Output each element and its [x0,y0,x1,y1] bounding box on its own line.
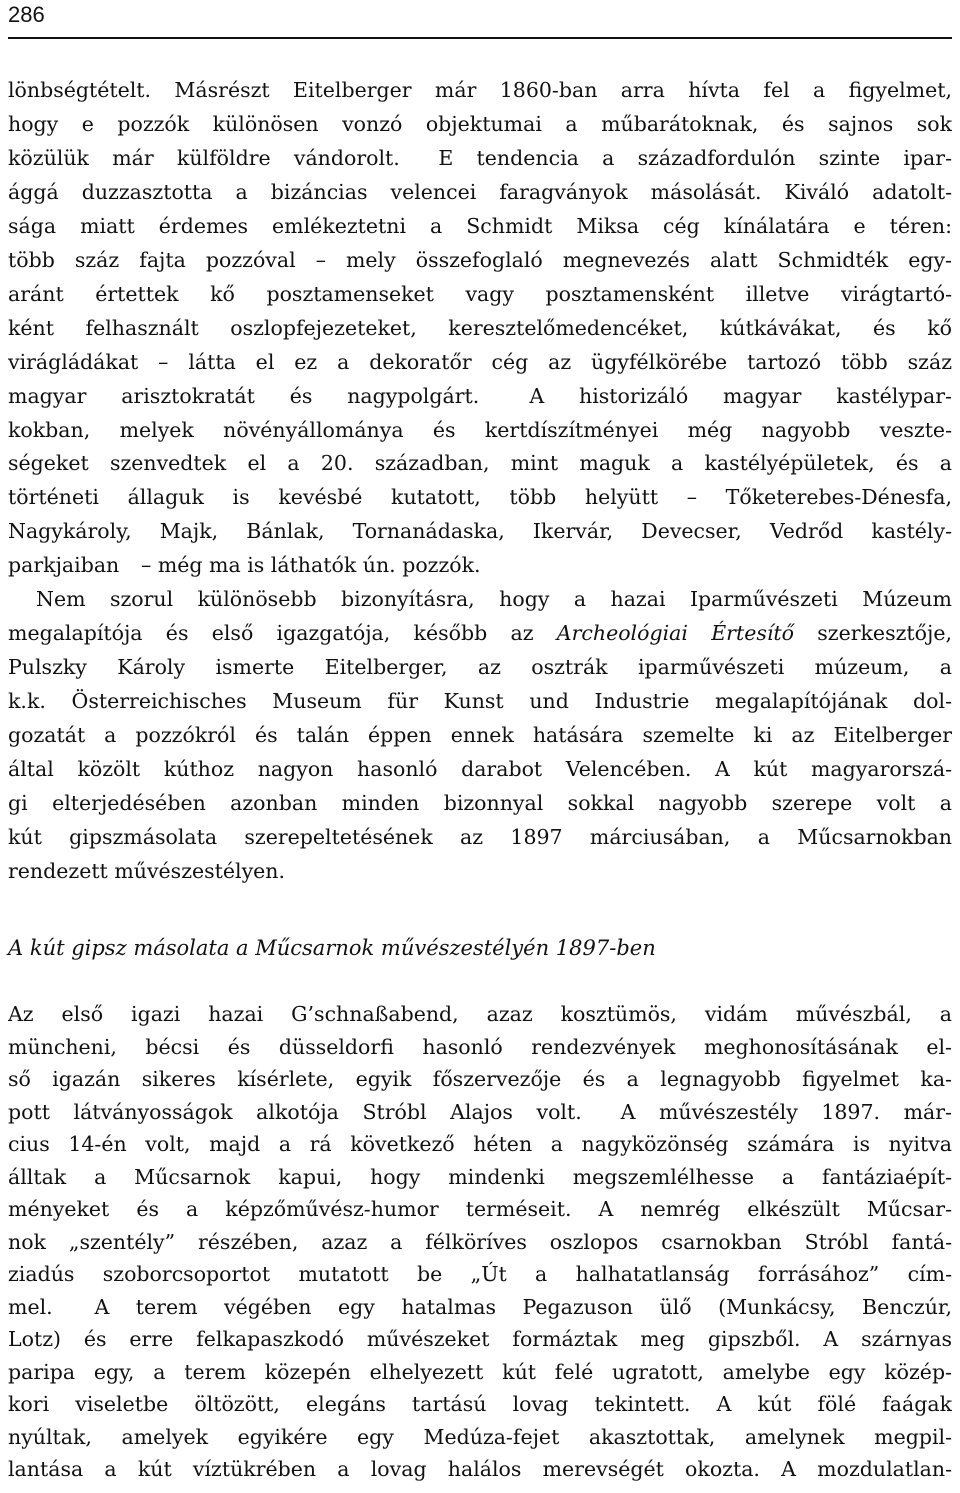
text-line [8,685,952,718]
journal-title: Archeológiai Értesítő [556,621,794,645]
text-line [8,617,952,650]
text-line-content: Pulszky Károly ismerte Eitelberger, az osztrák iparművészeti múzeum, a [8,655,952,679]
text-line-content: magyar arisztokratát és nagypolgárt. [8,384,480,408]
text-line [8,1031,952,1064]
text-line-content: Lotz) és erre felkapaszkodó művészeket formáztak meg gipszből. A szárnyas [8,1327,952,1351]
text-line-content: ziadús szoborcsoportot mutatott be „Út a halhatatlanság forrásához” cím- [8,1262,952,1286]
text-line-content: álltak a Műcsarnok kapui, hogy mindenki megszemlélhesse a fantáziaépít- [8,1165,952,1189]
text-line [8,447,952,480]
text-line-content: rendezett művészestélyen. [8,859,286,883]
page-number: 286 [8,2,45,27]
text-line [8,998,952,1031]
text-line [8,651,952,684]
text-line [8,1421,952,1454]
text-line-content: cius 14-én volt, majd a rá következő héten a nagyközönség számára is nyitva [8,1132,952,1156]
text-line-content: hogy e pozzók különösen vonzó objektumai a műbarátoknak, és sajnos sok [8,112,952,136]
text-line-content: aránt értettek kő posztamenseket vagy posztamensként illetve virágtartó- [8,282,952,306]
text-line-content: sága miatt érdemes emlékeztetni a Schmidt Miksa cég kínálatára e téren: [8,214,952,238]
text-line-content: Az első igazi hazai G’schnaßabend, azaz kosztümös, vidám művészbál, a [8,1002,952,1026]
text-line-content: több száz fajta pozzóval – mely összefoglaló megnevezés alatt Schmidték egy- [8,248,952,272]
text-line-content: ségeket szenvedtek el a 20. században, mint maguk a kastélyépületek, és a [8,451,952,475]
text-line [36,583,952,616]
text-line-content: kori viseletbe öltözött, elegáns tartású lovag tekintett. A kút fölé faágak [8,1392,952,1416]
text-line [8,855,952,888]
text-line-content: parkjaiban [8,553,120,577]
text-line [8,719,952,752]
text-line [8,1161,952,1194]
text-line-content: pott látványosságok alkotója Stróbl Alajos volt. [8,1100,582,1124]
text-line-content: A művészestély 1897. már- [597,1100,952,1124]
section-heading: A kút gipsz másolata a Műcsarnok művészestélyén 1897-ben [8,936,656,960]
text-line-content: nok „szentély” részében, azaz a félköríves oszlopos csarnokban Stróbl fantá- [8,1230,952,1254]
text-line-content: lantása a kút víztükrében a lovag halálos merevségét okozta. A mozdulatlan- [8,1457,952,1481]
text-line [8,1128,952,1161]
text-line-content: Nem szorul különösebb bizonyításra, hogy a hazai Iparművészeti Múzeum [36,587,952,611]
text-line-content: – még ma is láthatók ún. pozzók. [134,553,481,577]
text-line [8,74,952,107]
text-line-content: nyúltak, amelyek egyikére egy Medúza-fejet akasztottak, amelynek megpil- [8,1425,952,1449]
text-line-content: A terem végében egy hatalmas Pegazuson ülő (Munkácsy, Benczúr, [67,1295,952,1319]
text-line [8,278,952,311]
text-line-content: mel. [8,1295,53,1319]
text-line [8,481,952,514]
text-line-content: ményeket és a képzőművész-humor terméseit. A nemrég elkészült Műcsar- [8,1197,952,1221]
text-line [8,515,952,548]
text-line-content: Nagykároly, Majk, Bánlak, Tornanádaska, Ikervár, Devecser, Vedrőd kastély- [8,519,952,543]
text-line-content: E tendencia a századfordulón szinte ipar- [415,146,952,170]
text-line [8,1453,952,1486]
text-line [8,753,952,786]
text-line [8,244,952,277]
text-line [8,1388,952,1421]
text-line [8,1226,952,1259]
text-line [8,821,952,854]
text-line [8,312,952,345]
text-line [8,346,952,379]
text-line-content: kokban, melyek növényállománya és kertdíszítményei még nagyobb veszte- [8,418,952,442]
text-line [8,1356,952,1389]
text-line [8,549,952,582]
text-line [8,414,952,447]
text-line-content: kút gipszmásolata szerepeltetésének az 1897 márciusában, a Műcsarnokban [8,825,952,849]
header-rule [8,37,952,39]
text-line-content: müncheni, bécsi és düsseldorfi hasonló rendezvények meghonosításának el- [8,1035,952,1059]
text-line [8,142,952,175]
text-line-content: közülük már külföldre vándorolt. [8,146,400,170]
text-line [8,787,952,820]
text-line-content: ső igazán sikeres kísérlete, egyik főszervezője és a legnagyobb figyelmet ka- [8,1067,952,1091]
text-line [8,176,952,209]
text-line-content: szerkesztője, [793,621,952,645]
text-line-content: lönbségtételt. Másrészt Eitelberger már 1860-ban arra hívta fel a figyelmet, [8,78,952,102]
text-line [8,380,952,413]
text-line-content: gozatát a pozzókról és talán éppen ennek hatására szemelte ki az Eitelberger [8,723,952,747]
text-line-content: gi elterjedésében azonban minden bizonnyal sokkal nagyobb szerepe volt a [8,791,952,815]
text-line-content: megalapítója és első igazgatója, később az [8,621,557,645]
text-line-content: ággá duzzasztotta a bizáncias velencei faragványok másolását. Kiváló adatolt- [8,180,952,204]
text-line-content: paripa egy, a terem közepén elhelyezett kút felé ugratott, amelybe egy közép- [8,1360,952,1384]
text-line-content: ként felhasznált oszlopfejezeteket, keresztelőmedencéket, kútkávákat, és kő [8,316,952,340]
text-line [8,1291,952,1324]
text-line-content: történeti állaguk is kevésbé kutatott, több helyütt – Tőketerebes-Dénesfa, [8,485,952,509]
text-line [8,1096,952,1129]
text-line [8,1323,952,1356]
text-line [8,1258,952,1291]
text-line [8,1193,952,1226]
text-line [8,1063,952,1096]
text-line-content: k.k. Österreichisches Museum für Kunst und Industrie megalapítójának dol- [8,689,952,713]
text-line-content: által közölt kúthoz nagyon hasonló darabot Velencében. A kút magyarorszá- [8,757,952,781]
text-line-content: virágládákat – látta el ez a dekoratőr cég az ügyfélkörébe tartozó több száz [8,350,952,374]
text-line [8,108,952,141]
text-line [8,210,952,243]
text-line-content: A historizáló magyar kastélypar- [494,384,952,408]
